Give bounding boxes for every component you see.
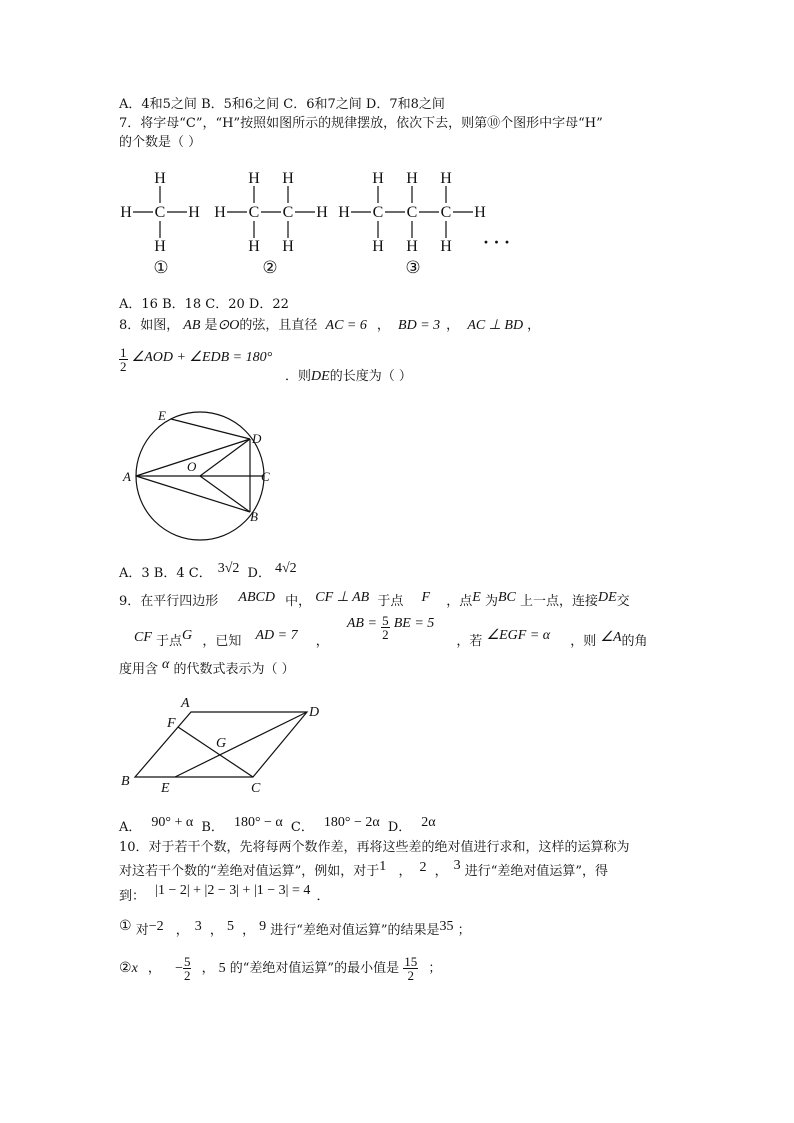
hydrogen-atom: H: [154, 170, 166, 187]
q7-label-3: ③: [405, 258, 421, 276]
hydrogen-atom: H: [406, 238, 418, 255]
q9-label-D: D: [309, 705, 320, 720]
q9-label-A: A: [181, 696, 190, 711]
carbon-atom: C: [248, 204, 260, 221]
hydrogen-atom: H: [440, 238, 452, 255]
q9-stem-line2: CF 于点G ，已知 AD = 7 ， AB = $\frac{5}{2}$ BE = 5 ，若 ∠EGF = α ，则 ∠A的角: [134, 613, 648, 649]
carbon-atom: C: [282, 204, 294, 221]
hydrogen-atom: H: [372, 238, 384, 255]
q7-stem-line1: 7．将字母“C”，“H”按照如图所示的规律摆放，依次下去，则第⑩个图形中字母“H”: [119, 116, 603, 131]
q8-label-O: O: [187, 459, 197, 474]
hydrogen-atom: H: [214, 204, 226, 221]
q8-segment-OD: [200, 439, 250, 476]
q10-stem-line3: 到： |1 − 2| + |2 − 3| + |1 − 3| = 4 ．: [119, 883, 330, 904]
q8-stem-line3: ．则DE的长度为（ ）: [285, 369, 412, 384]
q9-label-B: B: [121, 774, 130, 789]
q7-molecule-figure: [118, 166, 518, 276]
q10-statement-1: ① 对−2 ， 3 ， 5 ， 9 进行“差绝对值运算”的结果是35 ；: [119, 918, 471, 938]
hydrogen-atom: H: [474, 204, 486, 221]
q8-half-fraction: $\frac{1}{2}$: [120, 345, 127, 374]
q9-parallelogram-figure: [118, 692, 338, 802]
q7-label-2: ②: [262, 258, 278, 276]
carbon-atom: C: [406, 204, 418, 221]
q9-stem-line3: 度用含 α 的代数式表示为（ ）: [119, 657, 295, 677]
q8-label-B: B: [250, 509, 258, 524]
q8-label-C: C: [261, 469, 270, 484]
q8-label-A: A: [123, 469, 131, 484]
carbon-atom: C: [440, 204, 452, 221]
q8-stem-line2: $\frac{1}{2}$ ∠AOD + ∠EDB = 180°: [120, 345, 273, 374]
hydrogen-atom: H: [282, 238, 294, 255]
q8-label-E: E: [158, 408, 166, 423]
hydrogen-atom: H: [338, 204, 350, 221]
q8-options: A．3 B．4 C． 3√2 D． 4√2: [119, 561, 297, 581]
hydrogen-atom: H: [120, 204, 132, 221]
hydrogen-atom: H: [440, 170, 452, 187]
q9-label-E: E: [161, 781, 170, 796]
q7-stem-line2: 的个数是（ ）: [119, 135, 202, 150]
q10-statement-2: ②x ， − $\frac{5}{2}$ ， 5 的“差绝对值运算”的最小值是 $\frac{15}{2}$ ；: [119, 954, 442, 983]
q9-label-G: G: [216, 736, 227, 751]
carbon-atom: C: [372, 204, 384, 221]
hydrogen-atom: H: [282, 170, 294, 187]
q8-segment-ED: [171, 419, 250, 439]
q9-stem-line1: 9．在平行四边形 ABCD 中， CF ⊥ AB 于点 F ，点E 为BC 上一点，连接DE交: [119, 590, 630, 609]
q10-stem-line1: 10．对于若干个数，先将每两个数作差，再将这些差的绝对值进行求和，这样的运算称为: [119, 840, 630, 855]
q9-label-C: C: [251, 781, 261, 796]
hydrogen-atom: H: [188, 204, 200, 221]
q9-options: A． 90° + α B． 180° − α C． 180° − 2α D． 2α: [119, 815, 436, 835]
hydrogen-atom: H: [406, 170, 418, 187]
q8-segment-OB: [200, 476, 250, 512]
hydrogen-atom: H: [248, 238, 260, 255]
carbon-atom: C: [154, 204, 166, 221]
hydrogen-atom: H: [372, 170, 384, 187]
hydrogen-atom: H: [248, 170, 260, 187]
q10-stem-line2: 对这若干个数的“差绝对值运算”，例如，对于1 ， 2 ， 3 进行“差绝对值运算”，得: [119, 858, 609, 879]
q8-segment-AB: [136, 476, 250, 512]
q8-circle-figure: [118, 405, 288, 545]
q8-label-D: D: [252, 431, 262, 446]
q7-ellipsis: · · ·: [483, 232, 511, 252]
q9-label-F: F: [167, 716, 176, 731]
q7-options: A．16 B．18 C．20 D．22: [119, 297, 289, 312]
q7-label-1: ①: [153, 258, 169, 276]
q6-options: A．4和5之间 B．5和6之间 C．6和7之间 D．7和8之间: [119, 97, 445, 112]
hydrogen-atom: H: [154, 238, 166, 255]
hydrogen-atom: H: [316, 204, 328, 221]
q9-segment-DE: [175, 712, 307, 777]
q8-stem-line1: 8．如图， AB 是⊙O的弦，且直径 AC = 6 ， BD = 3 ， AC ⊥ BD ，: [119, 318, 541, 333]
